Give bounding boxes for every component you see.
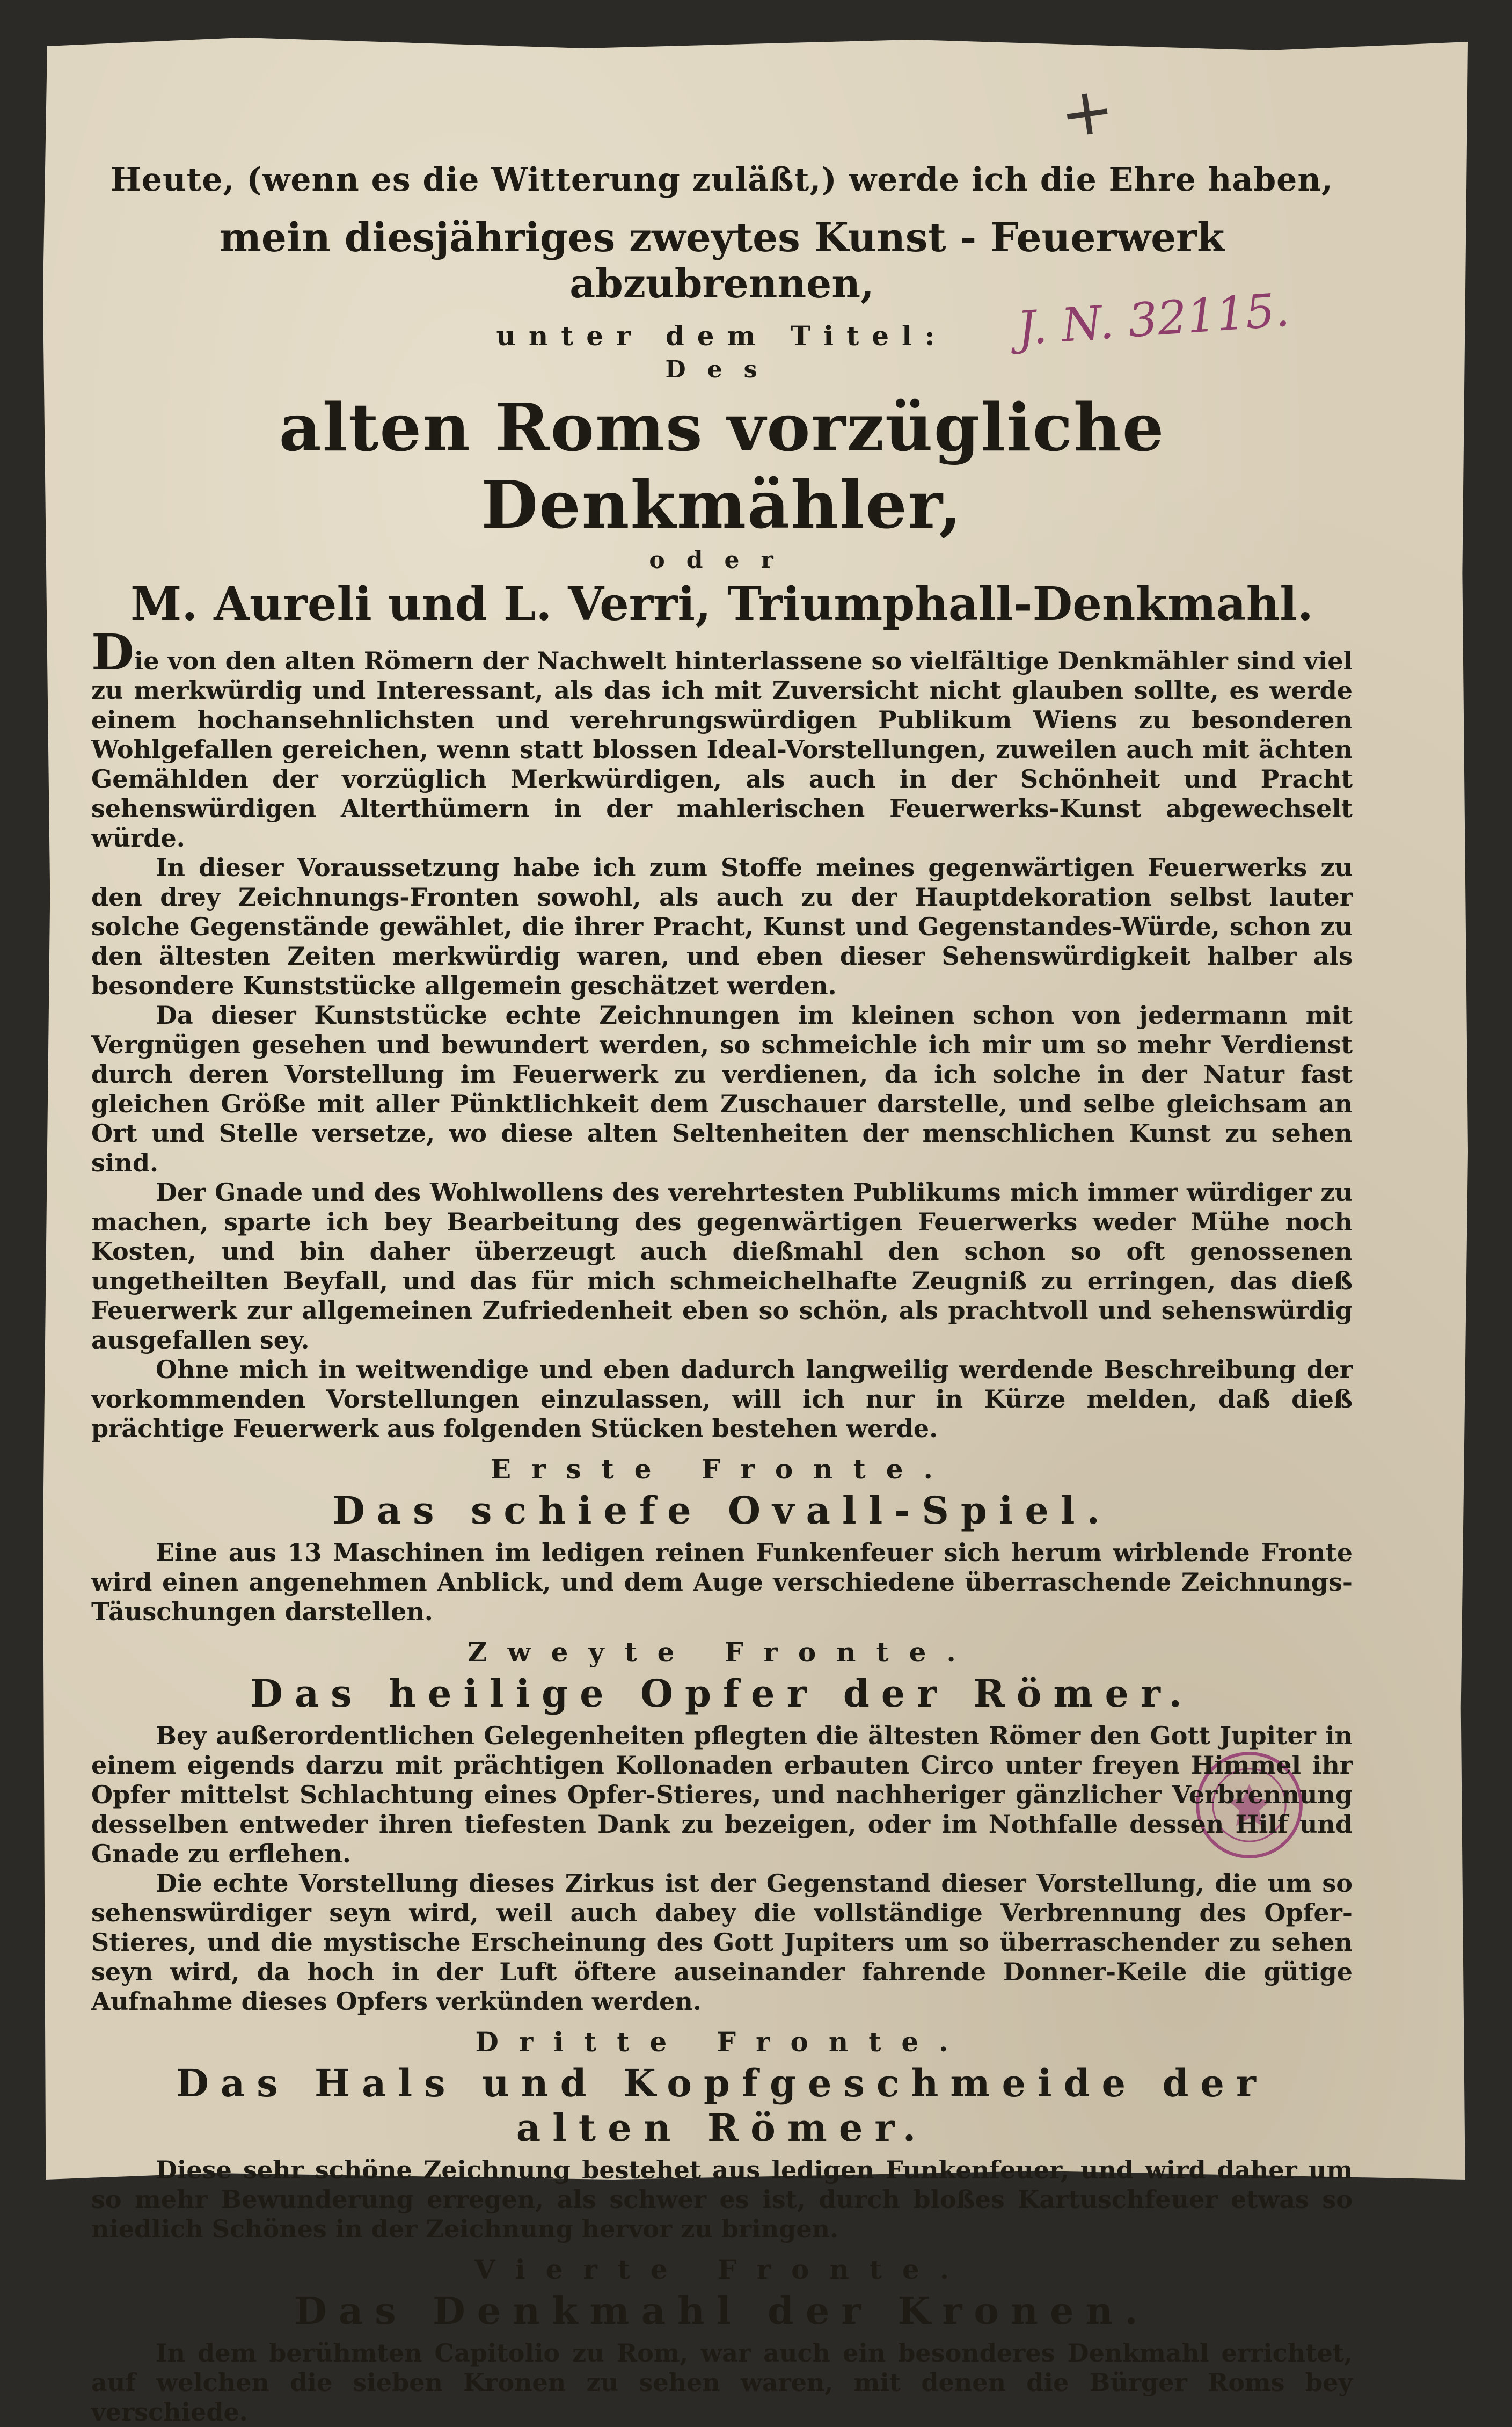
main-title: alten Roms vorzügliche Denkmähler, (279, 389, 1165, 543)
intro-paragraph: Der Gnade und des Wohlwollens des verehrtesten Publikums mich immer würdiger zu machen, sparte ich bey Bearbeitung des gegenwärtigen Feuerwerks weder Mühe noch Kosten, und bin daher überzeugt auch dießmahl den schon so oft genossenen ungetheilten Beyfall, und das für mich schmeichelhafte Zeugniß zu erringen, das dieß Feuerwerk zur allgemeinen Zufriedenheit eben so schön, als prachtvoll und sehenswürdig ausgefallen sey. (91, 1178, 1353, 1354)
corner-mark: + (1055, 71, 1119, 154)
front-title: Das schiefe Ovall-Spiel. (332, 1488, 1112, 1533)
intro-paragraph: Ohne mich in weitwendige und eben dadurch langweilig werdende Beschreibung der vorkommenden Vorstellungen einzulassen, will ich nur in Kürze melden, daß dieß prächtige Feuerwerk aus folgenden Stücken bestehen werde. (91, 1355, 1353, 1443)
heading-des: Des (665, 356, 779, 383)
front-paragraph: In dem berühmten Capitolio zu Rom, war auch ein besonderes Denkmahl errichtet, auf welchen die sieben Kronen zu sehen waren, mit denen die Bürger Roms bey verschiede. (91, 2338, 1353, 2426)
front-paragraph: Eine aus 13 Maschinen im ledigen reinen Funkenfeuer sich herum wirblende Fronte wird einen angenehmen Anblick, und dem Auge verschiedene überraschende Zeichnungs-Täuschungen darstellen. (91, 1538, 1353, 1626)
heading-oder: oder (649, 546, 795, 574)
front-label: Dritte Fronte. (475, 2026, 969, 2058)
front-2 (91, 1636, 1353, 2016)
front-paragraph: Diese sehr schöne Zeichnung bestehet aus ledigen Funkenfeuer, und wird daher um so mehr Bewunderung erregen, als schwer es ist, durch bloßes Kartuschfeuer etwas so niedlich Schönes in der Zeichnung hervor zu bringen. (91, 2155, 1353, 2243)
front-3 (91, 2026, 1353, 2244)
front-label: Vierte Fronte. (474, 2254, 970, 2285)
front-paragraph: Bey außerordentlichen Gelegenheiten pflegten die ältesten Römer den Gott Jupiter in einem eigends darzu mit prächtigen Kollonaden erbauten Circo unter freyen Himmel ihr Opfer mittelst Schlachtung eines Opfer-Stieres, und nachheriger gänzlicher Verbrennung desselben entweder ihren tiefesten Dank zu bezeigen, oder im Nothfalle dessen Hilf und Gnade zu erflehen. (91, 1721, 1353, 1868)
handwritten-shelfmark: J. N. 32115. (1016, 283, 1291, 356)
front-paragraph: Die echte Vorstellung dieses Zirkus ist der Gegenstand dieser Vorstellung, die um so sehenswürdiger seyn wird, weil auch dabey die vollständige Verbrennung des Opfer-Stieres, und die mystische Erscheinung des Gott Jupiters um so überraschender zu sehen seyn wird, da hoch in der Luft öftere auseinander fahrende Donner-Keile die gütige Aufnahme dieses Opfers verkünden werden. (91, 1869, 1353, 2016)
intro-paragraph: In dieser Voraussetzung habe ich zum Stoffe meines gegenwärtigen Feuerwerks zu den drey Zeichnungs-Fronten sowohl, als auch zu der Hauptdekoration selbst lauter solche Gegenstände gewählet, die ihrer Pracht, Kunst und Gegenstandes-Würde, schon zu den ältesten Zeiten merkwürdig waren, und eben dieser Sehenswürdigkeit halber als besondere Kunststücke allgemein geschätzet werden. (91, 853, 1353, 1000)
front-title: Das Denkmahl der Kronen. (294, 2288, 1150, 2333)
subtitle: M. Aureli und L. Verri, Triumphall-Denkmahl. (130, 577, 1313, 631)
heading-line-1: Heute, (wenn es die Witterung zuläßt,) werde ich die Ehre haben, (111, 161, 1333, 199)
intro-section (91, 623, 1353, 1444)
document-content (91, 123, 1353, 2427)
front-4 (91, 2254, 1353, 2427)
intro-paragraph: Die von den alten Römern der Nachwelt hinterlassene so vielfältige Denkmähler sind viel zu merkwürdig und Interessant, als das ich mit Zuversicht nicht glauben sollte, es werde einem hochansehnlichsten und verehrungswürdigen Publikum Wiens zu besonderen Wohlgefallen gereichen, wenn statt blossen Ideal-Vorstellungen, zuweilen auch mit ächten Gemählden der vorzüglich Merkwürdigen, als auch in der Schönheit und Pracht sehenswürdigen Alterthümern in der mahlerischen Feuerwerks-Kunst abgewechselt würde. (91, 623, 1353, 852)
intro-paragraph: Da dieser Kunststücke echte Zeichnungen im kleinen schon von jedermann mit Vergnügen gesehen und bewundert werden, so schmeichle ich mir um so mehr Verdienst durch deren Vorstellung im Feuerwerk zu verdienen, da ich solche in der Natur fast gleichen Größe mit aller Pünktlichkeit dem Zuschauer darstelle, und selbe gleichsam an Ort und Stelle versetze, wo diese alten Seltenheiten der menschlichen Kunst zu sehen sind. (91, 1001, 1353, 1177)
front-label: Erste Fronte. (491, 1453, 953, 1485)
front-1 (91, 1453, 1353, 1627)
front-label: Zweyte Fronte. (468, 1636, 976, 1668)
front-title: Das heilige Opfer der Römer. (250, 1671, 1194, 1716)
heading-line-3: unter dem Titel: (496, 320, 948, 352)
front-title: Das Hals und Kopfgeschmeide der alten Römer. (176, 2061, 1268, 2150)
drop-cap: D (91, 623, 134, 681)
heading-line-2: mein diesjähriges zweytes Kunst - Feuerwerk abzubrennen, (219, 215, 1225, 307)
